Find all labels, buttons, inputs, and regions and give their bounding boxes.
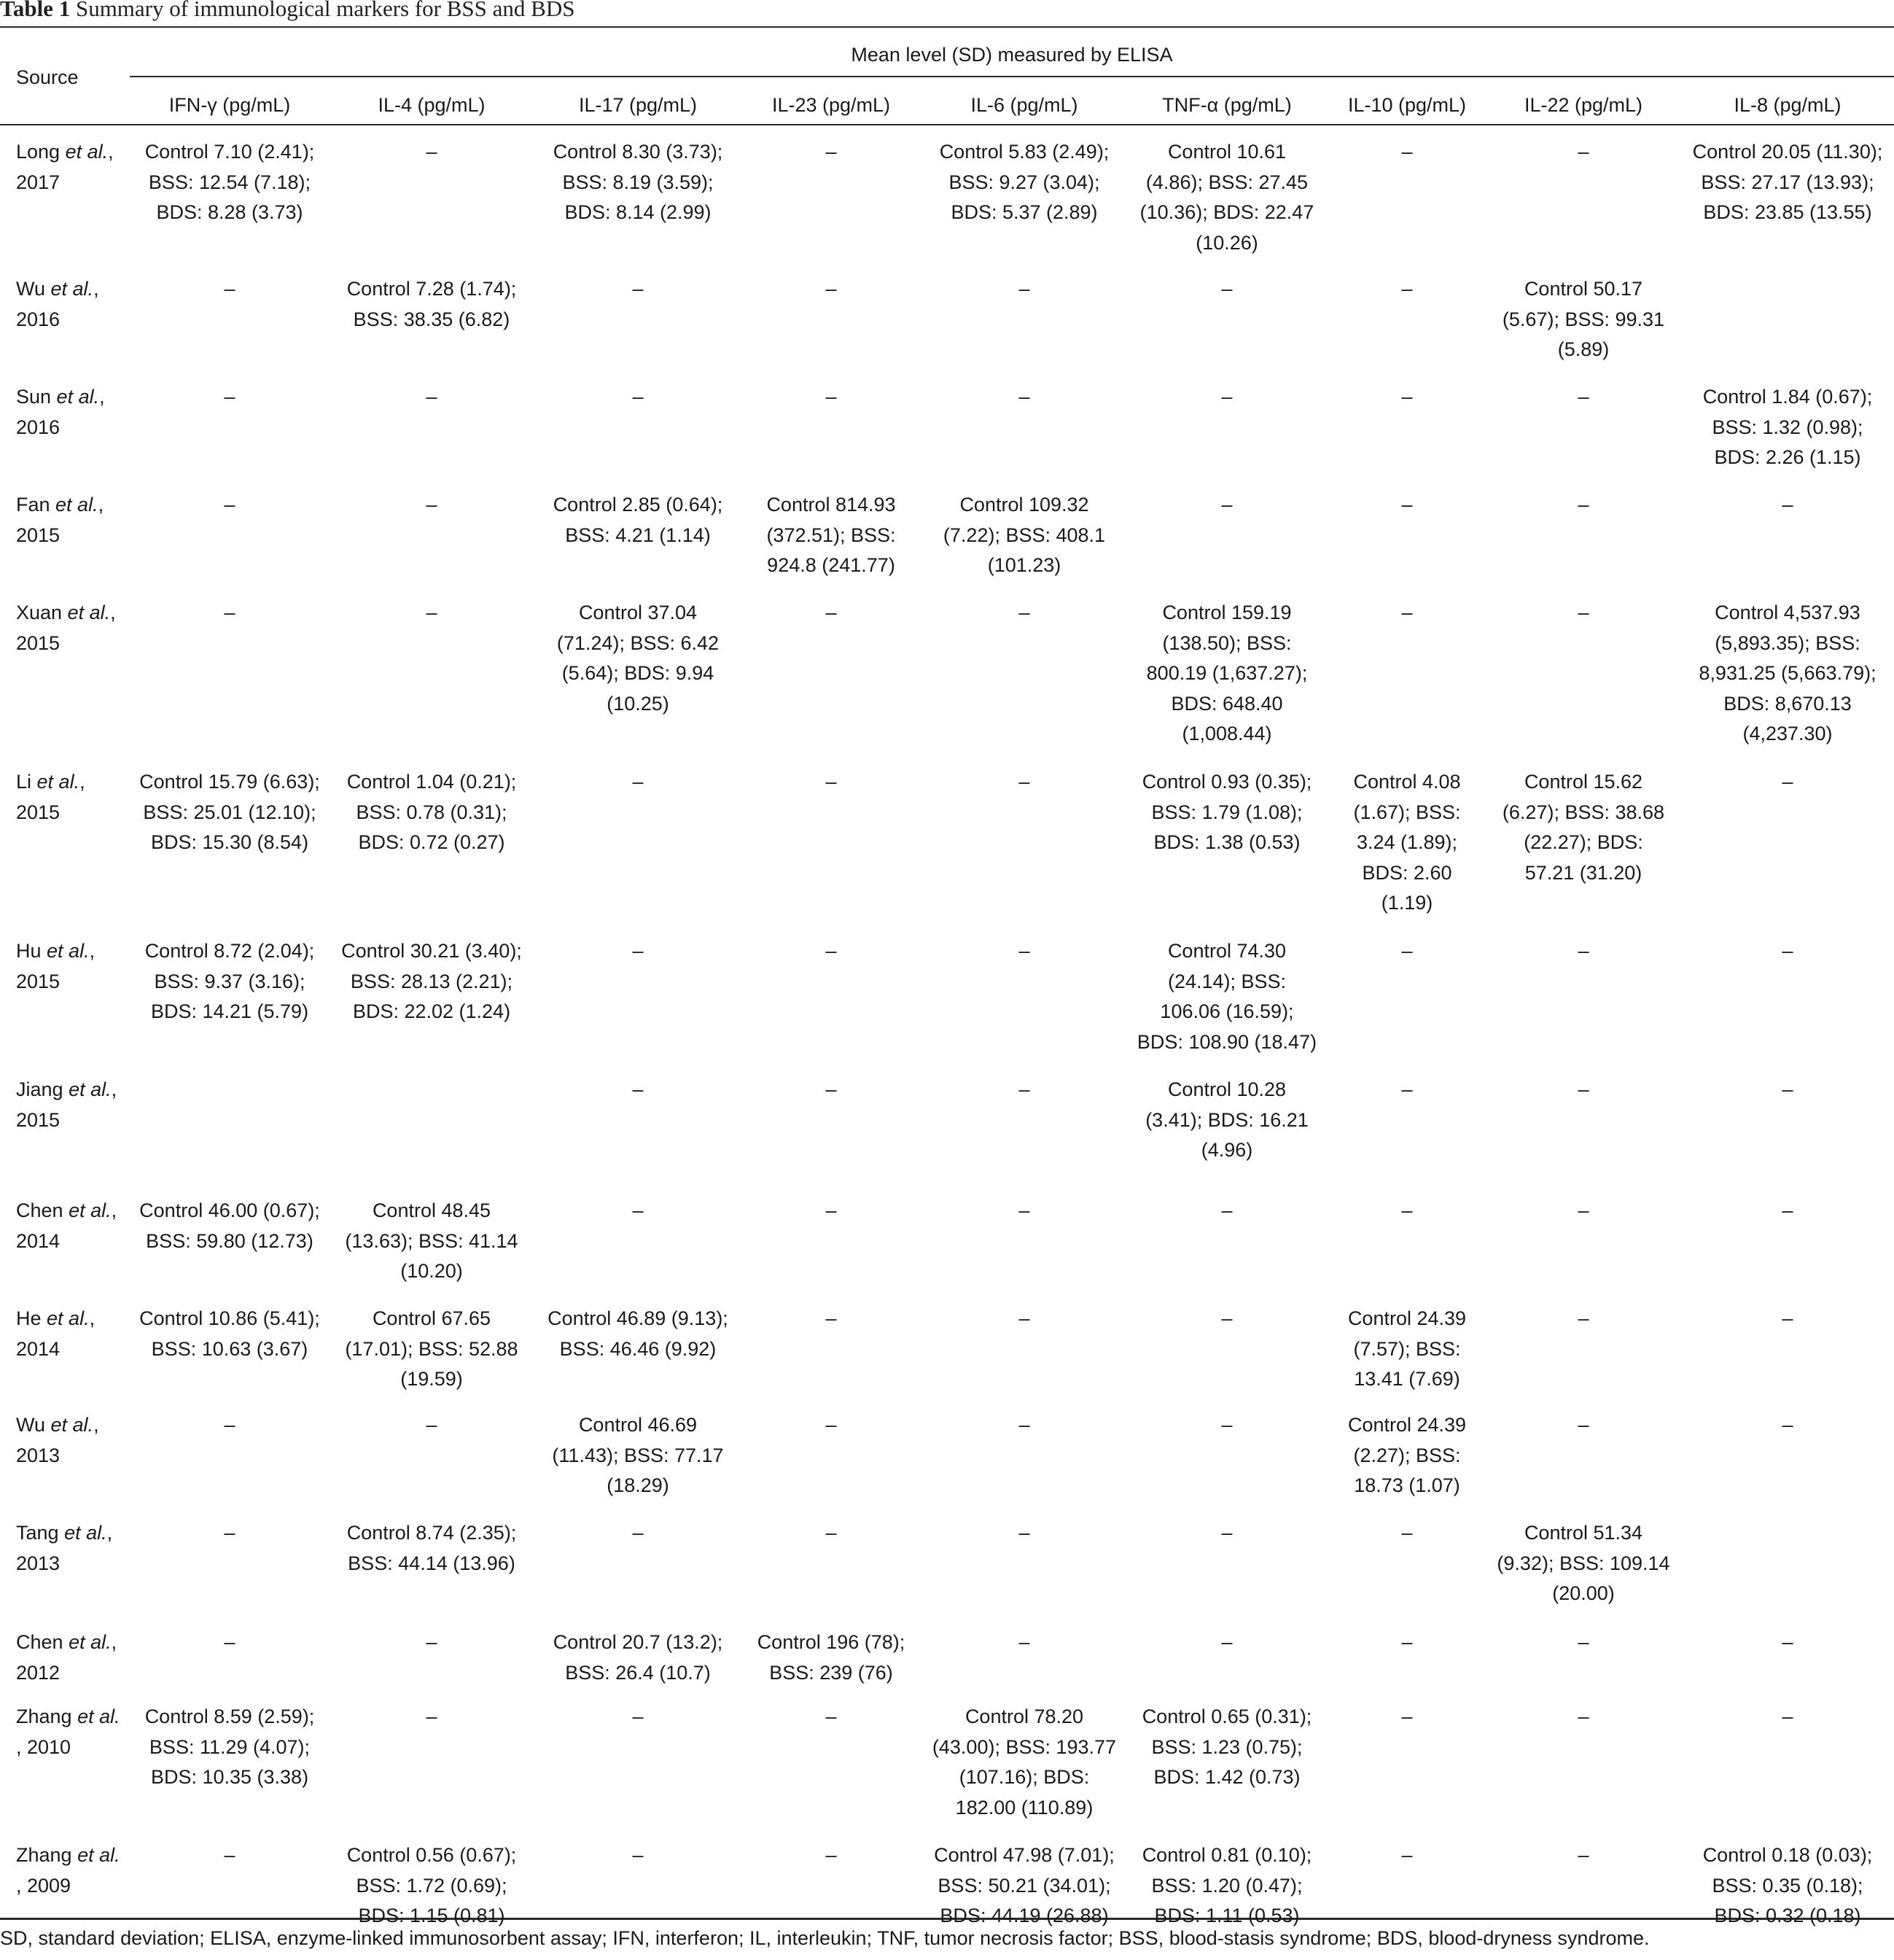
table-cell: Control 2.85 (0.64); BSS: 4.21 (1.14) (553, 494, 723, 546)
source-etal: et al. (47, 1307, 90, 1329)
table-cell: – (1578, 1078, 1589, 1100)
table-cell: – (632, 1706, 644, 1727)
source-author: Chen (16, 1631, 69, 1653)
table-cell: – (1782, 771, 1793, 793)
table-cell: – (1018, 278, 1030, 300)
source-cell (16, 1628, 117, 1688)
table-cell: Control 196 (78); BSS: 239 (76) (757, 1631, 905, 1684)
source-author: Tang (16, 1522, 65, 1544)
table-cell: – (1221, 386, 1233, 408)
table-cell: – (1018, 940, 1030, 962)
source-sep: , (111, 1078, 117, 1100)
table-cell: – (1221, 494, 1233, 516)
table-cell: – (1018, 602, 1030, 623)
table-cell: – (1578, 1199, 1589, 1221)
table-cell: – (1018, 1522, 1030, 1544)
table-cell: – (632, 1078, 644, 1100)
source-cell (16, 598, 116, 658)
table-cell: – (1578, 1414, 1589, 1436)
source-etal: et al. (36, 771, 80, 793)
table-cell: – (825, 1844, 837, 1866)
source-sep: , (111, 1631, 117, 1653)
source-sep: , (79, 771, 85, 793)
table-cell: – (825, 278, 837, 300)
table-cell: – (426, 494, 437, 516)
source-year: 2015 (16, 524, 61, 546)
table-cell: – (1221, 278, 1233, 300)
table-cell: – (224, 1414, 235, 1436)
table-cell: – (825, 386, 837, 408)
table-cell: Control 48.45 (13.63); BSS: 41.14 (10.20) (345, 1199, 518, 1282)
source-sep: , (98, 494, 104, 516)
source-etal: et al. (47, 940, 90, 962)
source-author: He (16, 1307, 47, 1329)
table-cell: Control 7.28 (1.74); BSS: 38.35 (6.82) (346, 278, 517, 330)
table-cell: – (224, 278, 235, 300)
source-cell (16, 1410, 99, 1471)
table-cell: – (1782, 494, 1793, 516)
table-cell: Control 109.32 (7.22); BSS: 408.1 (101.23) (943, 494, 1106, 576)
table-cell: – (825, 602, 837, 623)
rule-group-header (130, 76, 1894, 77)
table-cell: – (224, 494, 235, 516)
source-etal: et al. (69, 1199, 112, 1221)
table-cell: Control 46.69 (11.43); BSS: 77.17 (18.29) (552, 1414, 724, 1496)
table-cell: – (1782, 1199, 1793, 1221)
table-cell: – (1782, 1631, 1793, 1653)
source-header: Source (16, 66, 79, 88)
source-author: Hu (16, 940, 47, 962)
table-cell: – (825, 940, 837, 962)
column-header: IL-8 (pg/mL) (1734, 94, 1842, 116)
table-cell: – (632, 940, 644, 962)
rule-top (0, 26, 1894, 28)
table-cell: – (1018, 1631, 1030, 1653)
source-author: Chen (16, 1199, 69, 1221)
column-header: IL-4 (pg/mL) (378, 94, 486, 116)
source-sep: , (108, 141, 114, 163)
table-cell: – (1578, 602, 1589, 623)
table-cell: Control 51.34 (9.32); BSS: 109.14 (20.00) (1497, 1522, 1670, 1604)
table-cell: – (1018, 1307, 1030, 1329)
table-cell: – (426, 141, 437, 163)
source-cell (16, 1518, 112, 1579)
table-cell: – (1401, 1078, 1413, 1100)
table-caption (0, 0, 1894, 22)
table-cell: Control 15.79 (6.63); BSS: 25.01 (12.10); BDS: 15.30 (8.54) (139, 771, 320, 853)
table-cell: – (426, 1631, 437, 1653)
table-cell: Control 1.84 (0.67); BSS: 1.32 (0.98); BDS: 2.26 (1.15) (1702, 386, 1873, 468)
table-cell: – (1221, 1522, 1233, 1544)
table-cell: – (1018, 771, 1030, 793)
table-cell: – (1578, 1307, 1589, 1329)
table-cell: – (1578, 1706, 1589, 1727)
source-etal: et al. (50, 278, 94, 300)
source-etal: et al. (64, 1522, 107, 1544)
group-header: Mean level (SD) measured by ELISA (851, 44, 1173, 66)
caption-text: Summary of immunological markers for BSS and BDS (75, 0, 575, 21)
table-cell: – (632, 1844, 644, 1866)
source-cell (16, 1304, 95, 1364)
source-year: 2017 (16, 171, 61, 193)
table-cell: – (1401, 141, 1413, 163)
caption-label: Table 1 (0, 0, 71, 21)
column-header: IL-23 (pg/mL) (771, 94, 891, 116)
table-cell: Control 20.05 (11.30); BSS: 27.17 (13.93); BDS: 23.85 (13.55) (1692, 141, 1883, 223)
source-author: Wu (16, 1414, 51, 1436)
source-year: , 2009 (16, 1874, 71, 1897)
source-year: 2013 (16, 1552, 61, 1574)
table-cell: Control 50.17 (5.67); BSS: 99.31 (5.89) (1502, 278, 1665, 360)
table-cell: – (1578, 1631, 1589, 1653)
source-author: Zhang (16, 1844, 78, 1866)
table-cell: – (1578, 494, 1589, 516)
source-year: 2016 (16, 416, 61, 438)
table-cell: – (1401, 1522, 1413, 1544)
source-author: Zhang (16, 1706, 78, 1727)
table-cell: Control 24.39 (7.57); BSS: 13.41 (7.69) (1347, 1307, 1467, 1390)
table-cell: Control 10.86 (5.41); BSS: 10.63 (3.67) (139, 1307, 320, 1360)
table-cell: – (426, 386, 437, 408)
table-cell: Control 24.39 (2.27); BSS: 18.73 (1.07) (1347, 1414, 1467, 1496)
table-cell: – (825, 1307, 837, 1329)
table-cell: Control 8.59 (2.59); BSS: 11.29 (4.07); BDS: 10.35 (3.38) (144, 1706, 315, 1788)
source-etal: et al. (65, 141, 109, 163)
source-year: 2016 (16, 308, 61, 330)
source-author: Fan (16, 494, 56, 516)
source-sep: , (93, 1414, 99, 1436)
source-cell (16, 490, 104, 551)
table-cell: Control 0.65 (0.31); BSS: 1.23 (0.75); BDS: 1.42 (0.73) (1142, 1706, 1312, 1788)
table-cell: Control 8.72 (2.04); BSS: 9.37 (3.16); BDS: 14.21 (5.79) (144, 940, 315, 1022)
source-etal: et al. (55, 494, 98, 516)
table-cell: – (1401, 1631, 1413, 1653)
table-cell: – (825, 1078, 837, 1100)
table-cell: – (426, 1414, 437, 1436)
source-sep: , (89, 940, 96, 962)
source-etal: et al. (77, 1706, 120, 1727)
source-year: , 2010 (16, 1735, 71, 1758)
table-cell: – (1782, 1414, 1793, 1436)
column-header: IL-6 (pg/mL) (970, 94, 1078, 116)
table-cell: Control 37.04 (71.24); BSS: 6.42 (5.64); BDS: 9.94 (10.25) (556, 602, 720, 715)
source-cell (16, 767, 85, 828)
table-cell: – (1782, 1307, 1793, 1329)
table-cell: Control 20.7 (13.2); BSS: 26.4 (10.7) (553, 1631, 723, 1684)
table-cell: – (1782, 940, 1793, 962)
source-year: 2015 (16, 1108, 61, 1131)
table-cell: Control 67.65 (17.01); BSS: 52.88 (19.59) (345, 1307, 518, 1390)
table-cell: – (1221, 1199, 1233, 1221)
column-header: IL-22 (pg/mL) (1524, 94, 1643, 116)
table-cell: Control 0.18 (0.03); BSS: 0.35 (0.18); BDS: 0.32 (0.18) (1702, 1844, 1873, 1926)
table-cell: – (632, 1522, 644, 1544)
table-cell: Control 8.30 (3.73); BSS: 8.19 (3.59); BDS: 8.14 (2.99) (553, 141, 723, 223)
table-cell: – (825, 1706, 837, 1727)
table-cell: Control 10.61 (4.86); BSS: 27.45 (10.36); BDS: 22.47 (10.26) (1139, 141, 1314, 254)
rule-header-bottom (0, 124, 1894, 125)
table-cell: – (426, 602, 437, 623)
table-cell: – (1018, 1199, 1030, 1221)
table-cell: Control 0.81 (0.10); BSS: 1.20 (0.47); BDS: 1.11 (0.53) (1142, 1844, 1312, 1926)
source-sep: , (89, 1307, 96, 1329)
table-cell: Control 0.93 (0.35); BSS: 1.79 (1.08); BDS: 1.38 (0.53) (1142, 771, 1312, 853)
table-cell: Control 8.74 (2.35); BSS: 44.14 (13.96) (346, 1522, 517, 1574)
source-author: Li (16, 771, 37, 793)
table-cell: – (1221, 1307, 1233, 1329)
table-cell: Control 15.62 (6.27); BSS: 38.68 (22.27); BDS: 57.21 (31.20) (1502, 771, 1665, 884)
table-cell: – (1782, 1078, 1793, 1100)
source-etal: et al. (67, 602, 111, 623)
table-cell: – (1578, 940, 1589, 962)
source-etal: et al. (56, 386, 100, 408)
table-cell: Control 159.19 (138.50); BSS: 800.19 (1,637.27); BDS: 648.40 (1,008.44) (1146, 602, 1308, 744)
source-year: 2014 (16, 1337, 61, 1360)
table-cell: Control 30.21 (3.40); BSS: 28.13 (2.21); BDS: 22.02 (1.24) (341, 940, 522, 1022)
source-year: 2013 (16, 1444, 61, 1466)
source-cell (16, 274, 99, 335)
table-cell: – (632, 386, 644, 408)
source-year: 2012 (16, 1661, 61, 1684)
table-cell: – (1401, 278, 1413, 300)
column-header: IL-10 (pg/mL) (1347, 94, 1467, 116)
table-cell: – (825, 141, 837, 163)
source-year: 2015 (16, 801, 61, 823)
table-cell: – (1401, 1199, 1413, 1221)
column-header: IL-17 (pg/mL) (578, 94, 698, 116)
source-etal: et al. (69, 1631, 112, 1653)
table-cell: – (1782, 1706, 1793, 1727)
source-sep: , (106, 1522, 113, 1544)
source-cell (16, 1075, 117, 1135)
source-cell (16, 137, 114, 198)
table-cell: – (1221, 1631, 1233, 1653)
table-cell: Control 74.30 (24.14); BSS: 106.06 (16.59); BDS: 108.90 (18.47) (1137, 940, 1317, 1053)
table-cell: – (1401, 1844, 1413, 1866)
table-cell: – (224, 386, 235, 408)
table-cell: Control 78.20 (43.00); BSS: 193.77 (107.16); BDS: 182.00 (110.89) (932, 1706, 1117, 1819)
source-year: 2014 (16, 1229, 61, 1252)
source-author: Xuan (16, 602, 68, 623)
table-cell: Control 4.08 (1.67); BSS: 3.24 (1.89); BDS: 2.60 (1.19) (1353, 771, 1461, 914)
table-cell: – (632, 771, 644, 793)
table-cell: Control 0.56 (0.67); BSS: 1.72 (0.69); BDS: 1.15 (0.81) (346, 1844, 517, 1926)
table-cell: – (825, 1199, 837, 1221)
source-sep: , (93, 278, 99, 300)
table-cell: Control 46.00 (0.67); BSS: 59.80 (12.73) (139, 1199, 320, 1252)
column-header: IFN-γ (pg/mL) (168, 94, 291, 116)
table-cell: – (1018, 386, 1030, 408)
source-etal: et al. (69, 1078, 112, 1100)
source-year: 2015 (16, 631, 61, 654)
column-header: TNF-α (pg/mL) (1162, 94, 1292, 116)
source-etal: et al. (50, 1414, 94, 1436)
table-cell: – (632, 278, 644, 300)
table-cell: – (1578, 1844, 1589, 1866)
source-sep: , (99, 386, 105, 408)
table-cell: – (1401, 386, 1413, 408)
source-cell (16, 936, 95, 997)
source-cell (16, 1196, 117, 1256)
table-cell: – (224, 1844, 235, 1866)
table-cell: Control 4,537.93 (5,893.35); BSS: 8,931.25 (5,663.79); BDS: 8,670.13 (4,237.30) (1699, 602, 1877, 744)
table-cell: – (1401, 494, 1413, 516)
table-cell: – (224, 602, 235, 623)
table-footnote: SD, standard deviation; ELISA, enzyme-linked immunosorbent assay; IFN, interferon; IL, interleukin; TNF, tumor necrosis factor; BSS, blood-stasis syndrome; BDS, blood-dryness syndrome. (0, 1927, 1650, 1949)
table-cell: – (1401, 1706, 1413, 1727)
table-cell: – (224, 1522, 235, 1544)
source-sep: , (111, 1199, 117, 1221)
source-author: Jiang (16, 1078, 69, 1100)
table-cell: – (1578, 141, 1589, 163)
source-author: Wu (16, 278, 51, 300)
source-cell (16, 1702, 120, 1762)
table-cell: Control 47.98 (7.01); BSS: 50.21 (34.01); BDS: 44.19 (26.88) (934, 1844, 1115, 1926)
table-cell: Control 10.28 (3.41); BDS: 16.21 (4.96) (1145, 1078, 1309, 1161)
table-cell: – (825, 1414, 837, 1436)
table-cell: Control 814.93 (372.51); BSS: 924.8 (241.77) (766, 494, 896, 576)
source-author: Sun (16, 386, 57, 408)
source-cell (16, 382, 105, 443)
table-cell: – (426, 1706, 437, 1727)
table-cell: – (1018, 1414, 1030, 1436)
source-year: 2015 (16, 970, 61, 992)
table-cell: Control 1.04 (0.21); BSS: 0.78 (0.31); BDS: 0.72 (0.27) (346, 771, 517, 853)
table-cell: – (1578, 386, 1589, 408)
table-cell: Control 5.83 (2.49); BSS: 9.27 (3.04); BDS: 5.37 (2.89) (939, 141, 1110, 223)
source-cell (16, 1840, 120, 1901)
table-cell: – (825, 771, 837, 793)
table-cell: – (1018, 1078, 1030, 1100)
table-cell: – (1401, 602, 1413, 623)
table-cell: Control 46.89 (9.13); BSS: 46.46 (9.92) (547, 1307, 728, 1360)
table-cell: – (1401, 940, 1413, 962)
source-author: Long (16, 141, 66, 163)
table-cell: – (825, 1522, 837, 1544)
table-cell: – (1221, 1414, 1233, 1436)
table-cell: Control 7.10 (2.41); BSS: 12.54 (7.18); BDS: 8.28 (3.73) (144, 141, 315, 223)
source-sep: , (110, 602, 116, 623)
source-etal: et al. (77, 1844, 120, 1866)
table-cell: – (224, 1631, 235, 1653)
table-cell: – (632, 1199, 644, 1221)
